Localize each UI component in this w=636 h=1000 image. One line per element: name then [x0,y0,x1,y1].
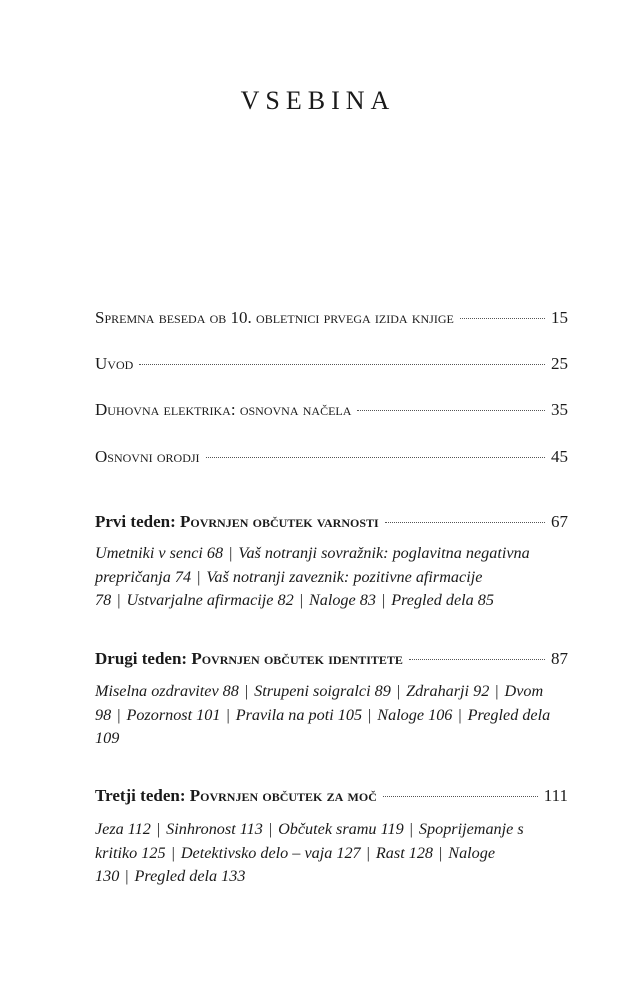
section-item[interactable]: Pregled dela 85 [391,591,494,609]
section-item[interactable]: Dvom 98 [95,682,544,724]
toc-page-number: 25 [551,354,568,373]
toc-entry-title [95,649,403,669]
separator: | [299,591,303,609]
separator: | [409,820,413,838]
leader-dots [409,659,545,660]
week-3-sections [95,818,568,889]
section-item[interactable]: Sinhronost 113 [166,820,263,838]
section-item[interactable]: Jeza 112 [95,820,151,838]
leader-dots [139,364,545,365]
section-item[interactable]: Vaš notranji zaveznik: pozitivne afirmacije 78 [95,567,483,609]
toc-page-number: 87 [551,649,568,668]
section-item[interactable]: Naloge 130 [95,843,496,885]
separator: | [268,820,273,838]
separator: | [226,705,230,724]
separator: | [381,591,386,609]
section-item[interactable]: Zdraharji 92 [406,682,490,700]
separator: | [125,867,129,885]
section-item[interactable]: Pozornost 101 [126,705,221,724]
section-item[interactable]: Občutek sramu 119 [278,820,404,838]
toc-entry-title: Osnovni orodji [95,447,200,466]
toc-entry-week-3[interactable] [95,786,568,806]
toc-page-number: 35 [551,400,568,419]
toc-page-number: 67 [551,512,568,531]
section-item[interactable]: Naloge 106 [377,705,453,724]
section-item[interactable]: Spoprijemanje s kritiko 125 [95,820,524,862]
toc-entry-week-1[interactable] [95,512,568,532]
week-title: Povrnjen občutek varnosti [179,512,379,531]
section-item[interactable]: Rast 128 [375,843,434,862]
leader-dots [357,410,545,411]
section-item[interactable]: Pregled dela 109 [95,705,551,747]
toc-entry-week-2[interactable] [95,649,568,669]
toc-entry-title: Duhovna elektrika: osnovna načela [95,400,352,419]
separator: | [244,682,249,700]
separator: | [156,820,161,838]
leader-dots [460,318,545,319]
separator: | [197,567,201,586]
toc-entry-spiritual-electricity[interactable] [95,400,568,420]
toc-page-number: 45 [551,447,568,466]
toc-entry-title: Spremna beseda ob 10. obletnici prvega izida knjige [95,308,454,327]
toc-entry-introduction[interactable] [95,354,568,374]
separator: | [439,843,443,862]
separator: | [495,682,499,700]
week-1-sections [95,542,568,613]
toc-entry-foreword[interactable] [95,308,568,328]
toc-page-number: 15 [551,308,568,327]
separator: | [117,591,121,609]
separator: | [171,843,175,862]
section-item[interactable]: Umetniki v senci 68 [95,544,224,562]
toc-entry-title: Uvod [95,354,134,373]
section-item[interactable]: Pregled dela 133 [134,867,246,885]
separator: | [366,843,370,862]
separator: | [229,544,233,562]
week-prefix: Tretji teden: [95,786,186,805]
separator: | [396,682,401,700]
section-item[interactable]: Ustvarjalne afirmacije 82 [126,591,294,609]
leader-dots [206,457,545,458]
week-title: Povrnjen občutek identitete [191,649,403,668]
toc-entry-basic-tools[interactable] [95,447,568,467]
separator: | [117,705,121,724]
section-item[interactable]: Naloge 83 [308,591,376,609]
week-prefix: Drugi teden: [95,649,188,668]
separator: | [458,705,462,724]
toc-entry-title [95,786,377,806]
week-title: Povrnjen občutek za moč [189,786,377,805]
page-title: VSEBINA [240,86,396,115]
section-item[interactable]: Miselna ozdravitev 88 [95,682,239,700]
section-item[interactable]: Strupeni soigralci 89 [254,682,391,700]
separator: | [368,705,372,724]
toc-page-number: 111 [543,786,568,805]
section-item[interactable]: Pravila na poti 105 [235,705,363,724]
week-prefix: Prvi teden: [95,512,176,531]
section-item[interactable]: Detektivsko delo – vaja 127 [180,843,361,862]
toc-entry-title [95,512,379,532]
leader-dots [383,796,538,797]
section-item[interactable]: Vaš notranji sovražnik: poglavitna negativna prepričanja 74 [95,544,530,586]
week-2-sections [95,680,568,751]
leader-dots [385,522,545,523]
